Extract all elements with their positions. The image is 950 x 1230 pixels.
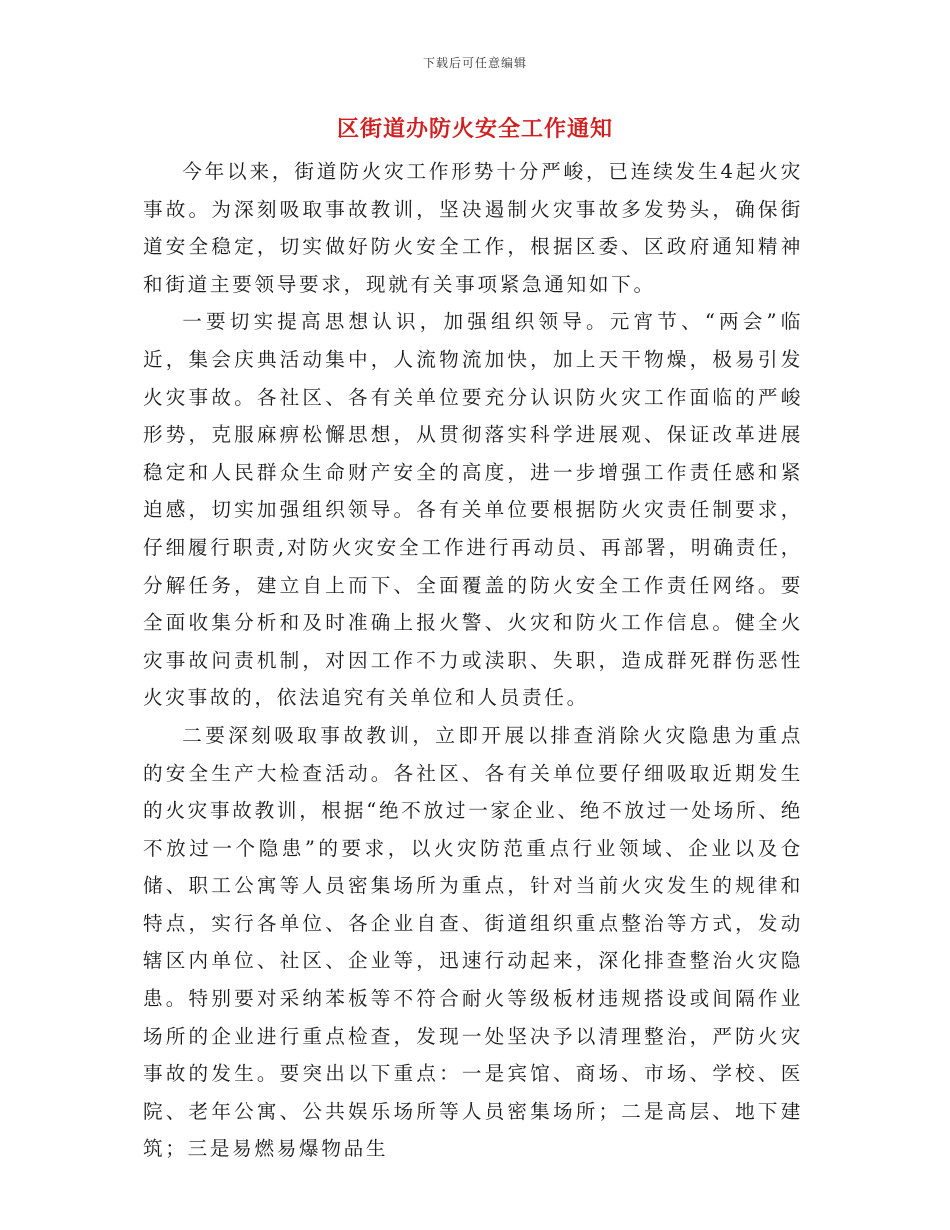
paragraph-point-two: 二要深刻吸取事故教训，立即开展以排查消除火灾隐患为重点的安全生产大检查活动。各社区、各有关单位要仔细吸取近期发生的火灾事故教训，根据“绝不放过一家企业、绝不放过一处场所、绝不放过一个隐患”的要求，以火灾防范重点行业领域、企业以及仓储、职工公寓等人员密集场所为重点，针对当前火灾发生的规律和特点，实行各单位、各企业自查、街道组织重点整治等方式，发动辖区内单位、社区、企业等，迅速行动起来，深化排查整治火灾隐患。特别要对采纳苯板等不符合耐火等级板材违规搭设或间隔作业场所的企业进行重点检查，发现一处坚决予以清理整治，严防火灾事故的发生。要突出以下重点：一是宾馆、商场、市场、学校、医院、老年公寓、公共娱乐场所等人员密集场所；二是高层、地下建筑；三是易燃易爆物品生 [143,723,803,1161]
paragraph-intro: 今年以来，街道防火灾工作形势十分严峻，已连续发生4起火灾事故。为深刻吸取事故教训，坚决遏制火灾事故多发势头，确保街道安全稳定，切实做好防火安全工作，根据区委、区政府通知精神和街道主要领导要求，现就有关事项紧急通知如下。 [143,160,803,296]
paragraph-point-one: 一要切实提高思想认识，加强组织领导。元宵节、“两会”临近，集会庆典活动集中，人流物流加快，加上天干物燥，极易引发火灾事故。各社区、各有关单位要充分认识防火灾工作面临的严峻形势，克服麻痹松懈思想，从贯彻落实科学进展观、保证改革进展稳定和人民群众生命财产安全的高度，进一步增强工作责任感和紧迫感，切实加强组织领导。各有关单位要根据防火灾责任制要求，仔细履行职责,对防火灾安全工作进行再动员、再部署，明确责任，分解任务，建立自上而下、全面覆盖的防火安全工作责任网络。要全面收集分析和及时准确上报火警、火灾和防火工作信息。健全火灾事故问责机制，对因工作不力或渎职、失职，造成群死群伤恶性火灾事故的，依法追究有关单位和人员责任。 [143,310,803,710]
header-note: 下载后可任意编辑 [422,56,527,70]
document-body [143,153,803,1168]
document-title: 区街道办防火安全工作通知 [336,116,613,142]
